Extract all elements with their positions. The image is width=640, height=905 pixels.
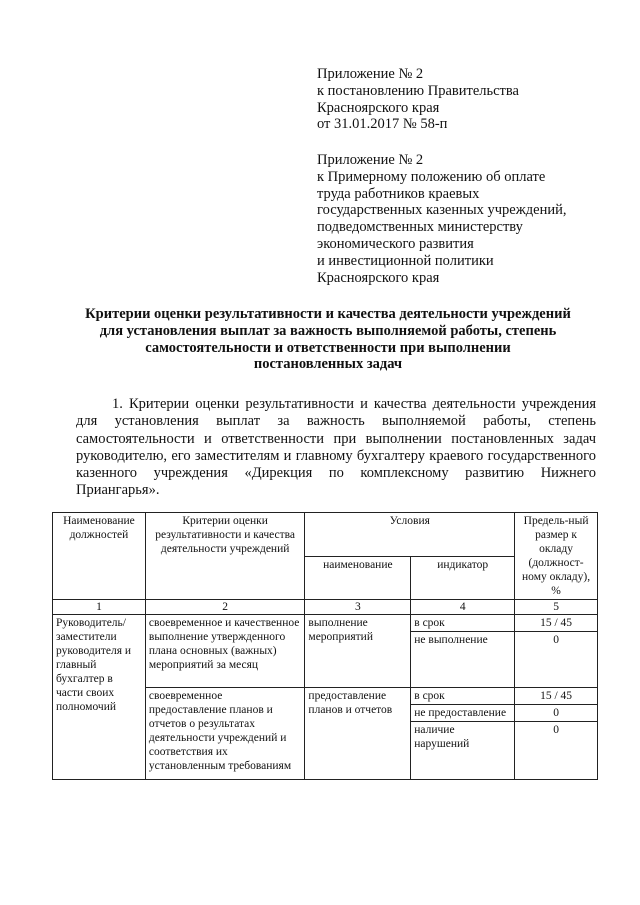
- table-header-row: [53, 513, 598, 557]
- criterion-cell: своевременное и качественное выполнение утвержденного плана основных (важных) мероприятий за месяц: [145, 615, 305, 688]
- annex-regulation-reference: [317, 152, 566, 286]
- annex-line: Приложение № 2: [317, 152, 424, 168]
- title-line: самостоятельности и ответственности при выполнении: [145, 339, 511, 356]
- condition-name-cell: предоставление планов и отчетов: [305, 688, 411, 780]
- header-limit: Предель-ный размер к окладу (должност-ному окладу), %: [515, 513, 598, 600]
- header-criteria: Критерии оценки результативности и качества деятельности учреждений: [145, 513, 305, 600]
- annex-government-reference: [317, 66, 519, 133]
- position-cell: Руководитель/ заместители руководителя и главный бухгалтер в части своих полномочий: [53, 615, 146, 780]
- indicator-cell: в срок: [411, 688, 515, 705]
- indicator-cell: не предоставление: [411, 705, 515, 722]
- column-number: 2: [145, 600, 305, 615]
- table-row: [53, 615, 598, 632]
- condition-name-cell: выполнение мероприятий: [305, 615, 411, 688]
- limit-value-cell: 0: [515, 705, 598, 722]
- criteria-paragraph: 1. Критерии оценки результативности и качества деятельности учреждения для установления выплат за важность выполняемой работы, степень самостоятельности и ответственности при выполнении постановленных задач руководителю, его заместителям и главному бухгалтеру краевого государственного казенного учреждения «Дирекция по комплексному развитию Нижнего Приангарья».: [76, 396, 596, 499]
- limit-value-cell: 0: [515, 722, 598, 780]
- header-indicator: индикатор: [411, 556, 515, 600]
- column-number: 1: [53, 600, 146, 615]
- annex-line: труда работников краевых: [317, 185, 480, 202]
- annex-line: Приложение № 2: [317, 66, 424, 82]
- title-line: Критерии оценки результативности и качества деятельности учреждений: [85, 306, 571, 322]
- indicator-cell: не выполнение: [411, 632, 515, 688]
- column-number: 3: [305, 600, 411, 615]
- annex-line: подведомственных министерству: [317, 219, 523, 236]
- indicator-cell: наличие нарушений: [411, 722, 515, 780]
- title-line: для установления выплат за важность выполняемой работы, степень: [99, 322, 557, 339]
- column-number: 4: [411, 600, 515, 615]
- annex-line: Красноярского края: [317, 99, 440, 116]
- limit-value-cell: 15 / 45: [515, 688, 598, 705]
- criteria-table: [52, 512, 598, 780]
- document-title: [60, 306, 596, 373]
- annex-line: государственных казенных учреждений,: [317, 202, 567, 219]
- annex-line: к постановлению Правительства: [317, 82, 519, 99]
- column-number-row: [53, 600, 598, 615]
- annex-line: Красноярского края: [317, 269, 440, 286]
- annex-line: к Примерному положению об оплате: [317, 168, 546, 185]
- annex-line: от 31.01.2017 № 58-п: [317, 116, 448, 133]
- limit-value-cell: 0: [515, 632, 598, 688]
- title-line: постановленных задач: [253, 356, 403, 373]
- indicator-cell: в срок: [411, 615, 515, 632]
- header-position: Наименование должностей: [53, 513, 146, 600]
- limit-value-cell: 15 / 45: [515, 615, 598, 632]
- criterion-cell: своевременное предоставление планов и отчетов о результатах деятельности учреждений и соответствия их установленным требованиям: [145, 688, 305, 780]
- annex-line: и инвестиционной политики: [317, 252, 494, 269]
- column-number: 5: [515, 600, 598, 615]
- annex-line: экономического развития: [317, 235, 474, 252]
- header-conditions: Условия: [305, 513, 515, 557]
- header-name: наименование: [305, 556, 411, 600]
